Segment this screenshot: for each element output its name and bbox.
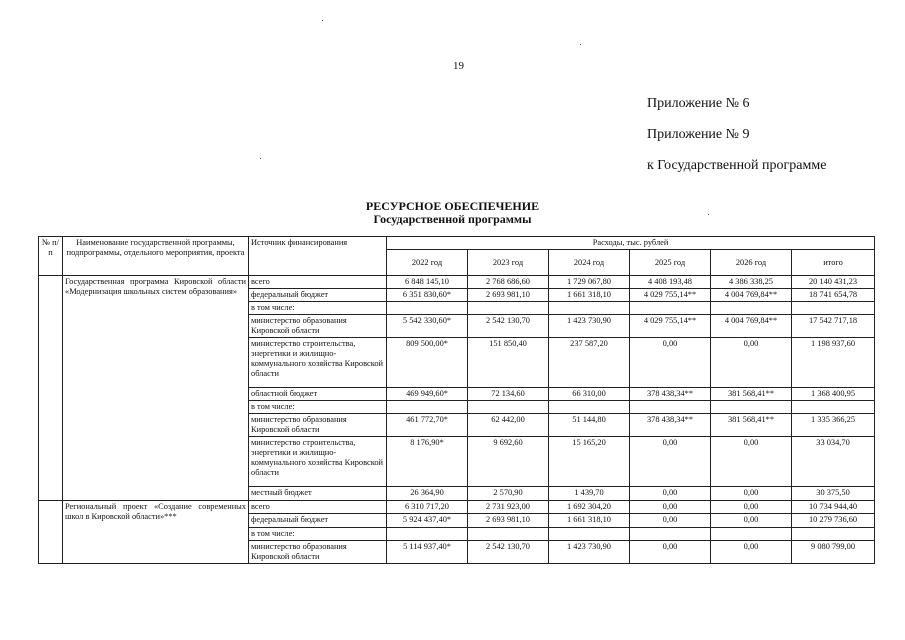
amount-cell: 4 029 755,14** — [630, 289, 711, 302]
amount-cell — [468, 528, 549, 541]
amount-cell: 2 542 130,70 — [468, 541, 549, 564]
table-row — [39, 501, 875, 514]
funding-source-cell: всего — [249, 501, 387, 514]
amount-cell: 6 310 717,20 — [387, 501, 468, 514]
header-expenses: Расходы, тыс. рублей — [387, 237, 875, 250]
amount-cell: 51 144,80 — [549, 414, 630, 437]
table-body — [39, 276, 875, 564]
page-number: 19 — [453, 60, 464, 72]
total-cell — [792, 528, 875, 541]
total-cell: 33 034,70 — [792, 437, 875, 487]
funding-source-cell: всего — [249, 276, 387, 289]
scan-speck — [708, 214, 709, 215]
amount-cell: 2 570,90 — [468, 487, 549, 501]
amount-cell: 151 850,40 — [468, 338, 549, 388]
total-cell: 1 335 366,25 — [792, 414, 875, 437]
amount-cell: 4 004 769,84** — [711, 289, 792, 302]
document-title — [0, 200, 905, 226]
total-cell: 1 198 937,60 — [792, 338, 875, 388]
amount-cell: 4 029 755,14** — [630, 315, 711, 338]
header-year: 2023 год — [468, 250, 549, 276]
amount-cell: 0,00 — [711, 541, 792, 564]
amount-cell — [630, 528, 711, 541]
amount-cell: 62 442,00 — [468, 414, 549, 437]
amount-cell — [630, 302, 711, 315]
amount-cell: 809 500,00* — [387, 338, 468, 388]
amount-cell: 0,00 — [711, 487, 792, 501]
amount-cell: 378 438,34** — [630, 388, 711, 401]
scan-speck — [322, 20, 323, 21]
amount-cell: 5 924 437,40* — [387, 514, 468, 528]
total-cell: 10 279 736,60 — [792, 514, 875, 528]
title-line-1: РЕСУРСНОЕ ОБЕСПЕЧЕНИЕ — [365, 199, 540, 213]
amount-cell: 0,00 — [711, 338, 792, 388]
amount-cell — [468, 302, 549, 315]
row-number-cell — [39, 501, 63, 564]
program-name-cell: Государственная программа Кировской области «Модернизация школьных систем образования» — [63, 276, 249, 501]
amount-cell: 26 364,90 — [387, 487, 468, 501]
header-total: итого — [792, 250, 875, 276]
amount-cell: 5 114 937,40* — [387, 541, 468, 564]
amount-cell: 6 351 830,60* — [387, 289, 468, 302]
total-cell: 10 734 944,40 — [792, 501, 875, 514]
amount-cell: 378 438,34** — [630, 414, 711, 437]
amount-cell: 381 568,41** — [711, 388, 792, 401]
appendix-line-2: Приложение № 9 — [647, 127, 750, 142]
amount-cell: 461 772,70* — [387, 414, 468, 437]
funding-source-cell: в том числе: — [249, 302, 387, 315]
amount-cell — [549, 302, 630, 315]
amount-cell: 6 848 145,10 — [387, 276, 468, 289]
table-row — [39, 276, 875, 289]
header-name: Наименование государственной программы, подпрограммы, отдельного мероприятия, проекта — [63, 237, 249, 276]
funding-source-cell: областной бюджет — [249, 388, 387, 401]
total-cell: 20 140 431,23 — [792, 276, 875, 289]
total-cell — [792, 401, 875, 414]
amount-cell: 0,00 — [630, 338, 711, 388]
total-cell: 17 542 717,18 — [792, 315, 875, 338]
funding-source-cell: министерство строительства, энергетики и жилищно-коммунального хозяйства Кировской области — [249, 437, 387, 487]
amount-cell: 469 949,60* — [387, 388, 468, 401]
amount-cell — [711, 528, 792, 541]
total-cell: 18 741 654,78 — [792, 289, 875, 302]
header-row — [39, 237, 875, 250]
title-line-2: Государственной программы — [373, 212, 532, 226]
amount-cell: 4 386 338,25 — [711, 276, 792, 289]
amount-cell: 381 568,41** — [711, 414, 792, 437]
amount-cell: 0,00 — [630, 501, 711, 514]
amount-cell: 15 165,20 — [549, 437, 630, 487]
amount-cell: 1 661 318,10 — [549, 514, 630, 528]
amount-cell: 1 729 067,80 — [549, 276, 630, 289]
funding-source-cell: местный бюджет — [249, 487, 387, 501]
amount-cell: 0,00 — [711, 514, 792, 528]
amount-cell: 0,00 — [630, 514, 711, 528]
project-name-cell: Региональный проект «Создание современных школ в Кировской области»*** — [63, 501, 249, 564]
amount-cell: 4 004 769,84** — [711, 315, 792, 338]
amount-cell: 0,00 — [630, 437, 711, 487]
amount-cell: 1 661 318,10 — [549, 289, 630, 302]
scan-speck — [260, 158, 261, 159]
amount-cell: 8 176,90* — [387, 437, 468, 487]
header-source: Источник финансирования — [249, 237, 387, 276]
amount-cell: 1 692 304,20 — [549, 501, 630, 514]
amount-cell: 2 542 130,70 — [468, 315, 549, 338]
amount-cell: 5 542 330,60* — [387, 315, 468, 338]
header-year: 2022 год — [387, 250, 468, 276]
amount-cell: 0,00 — [711, 501, 792, 514]
amount-cell: 1 423 730,90 — [549, 315, 630, 338]
funding-source-cell: министерство строительства, энергетики и жилищно-коммунального хозяйства Кировской области — [249, 338, 387, 388]
funding-source-cell: в том числе: — [249, 401, 387, 414]
funding-source-cell: министерство образования Кировской области — [249, 414, 387, 437]
funding-source-cell: в том числе: — [249, 528, 387, 541]
amount-cell: 237 587,20 — [549, 338, 630, 388]
amount-cell: 0,00 — [630, 541, 711, 564]
amount-cell: 2 768 686,60 — [468, 276, 549, 289]
amount-cell: 1 423 730,90 — [549, 541, 630, 564]
header-num: № п/п — [39, 237, 63, 276]
header-year: 2026 год — [711, 250, 792, 276]
total-cell: 1 368 400,95 — [792, 388, 875, 401]
funding-source-cell: федеральный бюджет — [249, 289, 387, 302]
amount-cell — [549, 528, 630, 541]
amount-cell: 9 692,60 — [468, 437, 549, 487]
row-number-cell — [39, 276, 63, 501]
amount-cell — [711, 302, 792, 315]
amount-cell: 66 310,00 — [549, 388, 630, 401]
amount-cell: 0,00 — [630, 487, 711, 501]
resource-table — [38, 236, 875, 564]
amount-cell: 2 693 981,10 — [468, 289, 549, 302]
amount-cell: 4 408 193,48 — [630, 276, 711, 289]
amount-cell: 0,00 — [711, 437, 792, 487]
funding-source-cell: министерство образования Кировской области — [249, 315, 387, 338]
scan-speck — [580, 44, 581, 45]
amount-cell — [630, 401, 711, 414]
amount-cell: 1 439,70 — [549, 487, 630, 501]
amount-cell — [468, 401, 549, 414]
amount-cell — [387, 302, 468, 315]
amount-cell: 72 134,60 — [468, 388, 549, 401]
appendix-line-1: Приложение № 6 — [647, 96, 750, 111]
header-year: 2025 год — [630, 250, 711, 276]
funding-source-cell: министерство образования Кировской области — [249, 541, 387, 564]
amount-cell — [387, 528, 468, 541]
funding-source-cell: федеральный бюджет — [249, 514, 387, 528]
total-cell — [792, 302, 875, 315]
total-cell: 30 375,50 — [792, 487, 875, 501]
appendix-line-3: к Государственной программе — [647, 158, 827, 173]
amount-cell — [711, 401, 792, 414]
header-year: 2024 год — [549, 250, 630, 276]
amount-cell: 2 731 923,00 — [468, 501, 549, 514]
amount-cell — [549, 401, 630, 414]
amount-cell — [387, 401, 468, 414]
amount-cell: 2 693 981,10 — [468, 514, 549, 528]
total-cell: 9 080 799,00 — [792, 541, 875, 564]
